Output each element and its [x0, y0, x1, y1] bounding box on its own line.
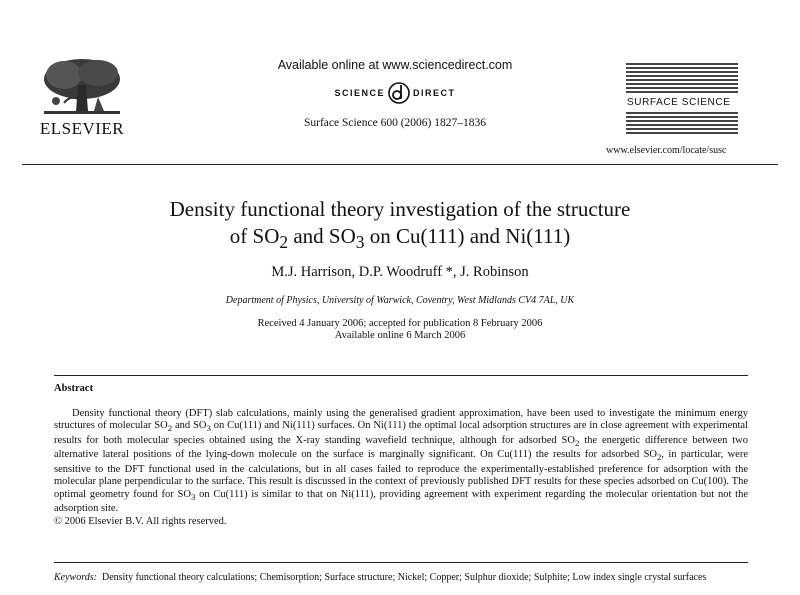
- sciencedirect-right: DIRECT: [413, 88, 456, 98]
- journal-stripes-top: [626, 63, 738, 93]
- available-date: Available online 6 March 2006: [334, 330, 466, 341]
- journal-brand-box: [626, 63, 738, 134]
- author-affiliation: Department of Physics, University of Warwick, Coventry, West Midlands CV4 7AL, UK: [225, 295, 575, 306]
- abstract-body: [54, 408, 748, 528]
- abstract-paragraph: Density functional theory (DFT) slab calculations, mainly using the generalised gradient approximation, have been used to investigate the minimum energy structures of molecular $SO_2$ and $SO_3$ on Cu(111) and Ni(111) surfaces. On Ni(111) the optimal local adsorption structures are in close agreement with experimental results for both molecular species obtained using the X-ray standing wavefield technique, although for adsorbed $SO_2$ the energetic difference between two alternative lateral positions of the lying-down molecule on the surface is marginally significant. On Cu(111) the results for adsorbed $SO_2$, in particular, were sensitive to the DFT functional used in the calculations, but in all cases failed to reproduce the experimentally-established preference for adsorption with the molecular plane perpendicular to the surface. This result is discussed in the context of previously published DFT results for these species adsorbed on Cu(100). The optimal geometry found for $SO_3$ on Cu(111) is similar to that on Ni(111), providing agreement with experiment regarding the molecular orientation but not the adsorption site.: [54, 408, 749, 515]
- keywords: [54, 572, 748, 584]
- publisher-name: ELSEVIER: [39, 119, 125, 138]
- journal-url-link[interactable]: www.elsevier.com/locate/susc: [606, 145, 727, 156]
- sciencedirect-logo: [230, 81, 560, 105]
- sciencedirect-d-icon: [387, 81, 411, 105]
- journal-header: [230, 58, 560, 129]
- publisher-logo: [22, 55, 142, 139]
- title-line-1: Density functional theory investigation of the structure: [169, 197, 631, 221]
- received-date: Received 4 January 2006; accepted for publication 8 February 2006: [257, 318, 543, 329]
- copyright-notice: © 2006 Elsevier B.V. All rights reserved.: [54, 515, 227, 527]
- abstract-bottom-rule: [54, 562, 748, 563]
- keywords-list: Density functional theory calculations; Chemisorption; Surface structure; Nickel; Copper; Sulphur dioxide; Sulphite; Low index single crystal surfaces: [101, 572, 707, 583]
- elsevier-tree-icon: [34, 55, 130, 121]
- journal-reference: Surface Science 600 (2006) 1827–1836: [303, 117, 487, 129]
- sciencedirect-left: SCIENCE: [334, 88, 385, 98]
- journal-name: SURFACE SCIENCE: [627, 97, 731, 108]
- title-line-2: of $SO_2$ and $SO_3$ on Cu(111) and Ni(111): [229, 224, 571, 253]
- author-list[interactable]: M.J. Harrison, D.P. Woodruff *, J. Robinson: [271, 264, 529, 280]
- journal-stripes-bottom: [626, 112, 738, 134]
- available-online-link[interactable]: Available online at www.sciencedirect.com: [277, 58, 513, 72]
- abstract-top-rule: [54, 375, 748, 376]
- abstract-heading: Abstract: [54, 383, 94, 394]
- keywords-label: Keywords:: [54, 572, 97, 583]
- article-dates: [60, 318, 740, 342]
- header-rule: [22, 164, 778, 165]
- article-title: [60, 196, 740, 256]
